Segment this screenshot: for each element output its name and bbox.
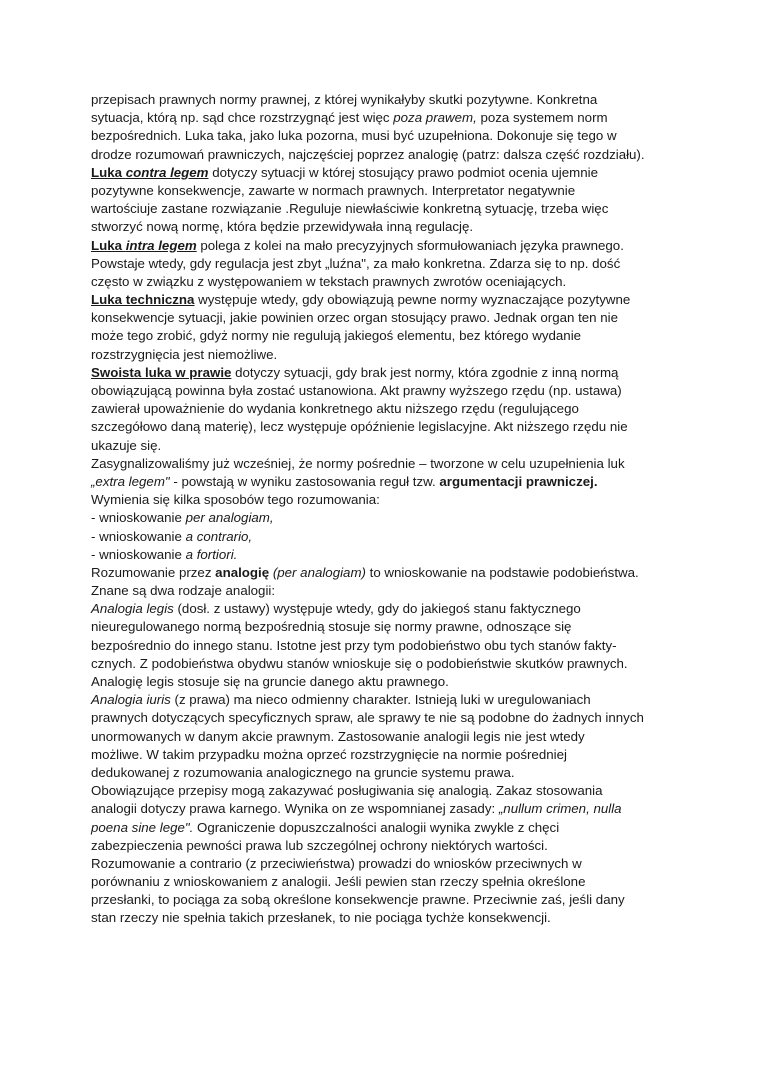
text-run: (per analogiam)	[272, 564, 366, 580]
text-line	[91, 127, 671, 145]
text-run: „nullum crimen, nulla	[498, 801, 622, 817]
text-run: Wymienia się kilka sposobów tego rozumowania:	[91, 492, 380, 508]
text-run: Luka	[91, 237, 126, 253]
text-run: Znane są dwa rodzaje analogii:	[91, 583, 276, 599]
text-run: może tego zrobić, gdyż normy nie regulują jakiegoś elementu, bez którego wydanie	[91, 328, 582, 344]
text-line	[91, 764, 671, 782]
text-run: argumentacji prawniczej.	[439, 473, 598, 489]
text-line	[91, 728, 671, 746]
text-run: unormowanych w danym akcie prawnym. Zastosowanie analogii legis nie jest wtedy	[91, 728, 585, 744]
text-line	[91, 382, 671, 400]
text-run: prawnych dotyczących specyficznych spraw, ale sprawy te nie są podobne do żadnych innych	[91, 710, 644, 726]
text-line	[91, 691, 671, 709]
text-line	[91, 564, 671, 582]
text-run: Analogia legis	[91, 601, 174, 617]
text-run: przepisach prawnych normy prawnej, z której wynikałyby skutki pozytywne. Konkretna	[91, 92, 598, 107]
text-run: Analogię legis stosuje się na gruncie danego aktu prawnego.	[91, 674, 449, 689]
text-run: sytuacja, którą np. sąd chce rozstrzygnąć jest więc	[91, 110, 394, 126]
text-line	[91, 582, 671, 600]
text-line	[91, 837, 671, 855]
text-line	[91, 873, 671, 891]
text-line	[91, 782, 671, 800]
text-line	[91, 237, 671, 255]
text-line	[91, 455, 671, 473]
text-run: nieuregulowanego normą bezpośrednią stosuje się normy prawne, odnoszące się	[91, 619, 572, 635]
text-run: dedukowanej z rozumowania analogicznego na gruncie systemu prawa.	[91, 764, 515, 780]
text-line	[91, 855, 671, 873]
text-run: bezpośrednich. Luka taka, jako luka pozorna, musi być uzupełniona. Dokonuje się tego w	[91, 128, 617, 144]
text-run: per analogiam,	[185, 510, 274, 526]
text-line	[91, 600, 671, 618]
text-line	[91, 346, 671, 364]
document-page	[91, 91, 671, 928]
text-run: - wnioskowanie	[91, 546, 186, 562]
text-run: występuje wtedy, gdy obowiązują pewne normy wyznaczające pozytywne	[194, 292, 631, 308]
text-line	[91, 673, 671, 691]
text-run: to wnioskowanie na podstawie podobieństwa.	[365, 564, 639, 580]
text-run: pozytywne konsekwencje, zawarte w normach prawnych. Interpretator negatywnie	[91, 182, 576, 198]
text-line	[91, 218, 671, 236]
text-run: (z prawa) ma nieco odmienny charakter. Istnieją luki w uregulowaniach	[170, 692, 591, 708]
text-run: - wnioskowanie	[91, 510, 186, 526]
text-run: poza systemem norm	[476, 110, 608, 126]
text-line	[91, 400, 671, 418]
text-run: konsekwencje sytuacji, jakie powinien orzec organ stosujący prawo. Jednak organ ten nie	[91, 310, 618, 326]
text-run: szczegółowo daną materię), lecz występuje opóźnienie legislacyjne. Akt niższego rzędu nie	[91, 419, 628, 435]
text-line	[91, 909, 671, 927]
text-run: rozstrzygnięcia jest niemożliwe.	[91, 346, 278, 362]
text-run: cznych. Z podobieństwa obydwu stanów wnioskuje się o podobieństwie skutków prawnych.	[91, 655, 628, 671]
text-run: dotyczy sytuacji w której stosujący prawo podmiot ocenia ujemnie	[208, 164, 598, 180]
text-run: przesłanki, to pociąga za sobą określone konsekwencje prawne. Przeciwnie zaś, jeśli dany	[91, 892, 625, 908]
text-line	[91, 637, 671, 655]
text-line	[91, 182, 671, 200]
text-line	[91, 891, 671, 909]
text-run: Luka techniczna	[91, 292, 195, 308]
text-line	[91, 364, 671, 382]
text-run: obowiązującą powinna była zostać ustanowiona. Akt prawny wyższego rzędu (np. ustawa)	[91, 383, 622, 398]
text-line	[91, 164, 671, 182]
text-line	[91, 309, 671, 327]
text-line	[91, 146, 671, 164]
text-run: stan rzeczy nie spełnia takich przesłanek, to nie pociąga tychże konsekwencji.	[91, 910, 551, 926]
text-run: Rozumowanie przez	[91, 564, 216, 580]
text-run: (dosł. z ustawy) występuje wtedy, gdy do jakiegoś stanu faktycznego	[173, 601, 581, 617]
text-run: możliwe. W takim przypadku można oprzeć rozstrzygnięcie na normie pośredniej	[91, 746, 567, 762]
text-line	[91, 618, 671, 636]
text-line	[91, 291, 671, 309]
text-run: często w związku z występowaniem w tekstach prawnych zwrotów oceniających.	[91, 273, 567, 289]
text-run: Swoista luka w prawie	[91, 364, 232, 380]
text-run: Rozumowanie a contrario (z przeciwieństwa) prowadzi do wniosków przeciwnych w	[91, 855, 582, 871]
text-line	[91, 800, 671, 818]
text-run: - wnioskowanie	[91, 528, 186, 544]
text-run: stworzyć nową normę, która będzie przewidywała inną regulację.	[91, 219, 474, 235]
text-run: Zasygnalizowaliśmy już wcześniej, że normy pośrednie – tworzone w celu uzupełnienia luk	[91, 455, 625, 471]
text-line	[91, 109, 671, 127]
text-line	[91, 528, 671, 546]
text-line	[91, 327, 671, 345]
text-line	[91, 437, 671, 455]
text-line	[91, 655, 671, 673]
text-line	[91, 255, 671, 273]
text-line	[91, 473, 671, 491]
text-run: analogię	[215, 564, 270, 580]
text-run: Powstaje wtedy, gdy regulacja jest zbyt „luźna", za mało konkretna. Zdarza się to np. dość	[91, 255, 621, 271]
text-line	[91, 491, 671, 509]
text-run: a contrario,	[185, 528, 253, 544]
text-run: a fortiori.	[185, 546, 238, 562]
text-run: contra legem	[125, 164, 209, 180]
text-run: zawierał upoważnienie do wydania konkretnego aktu niższego rzędu (regulującego	[91, 401, 579, 417]
text-run: ukazuje się.	[91, 437, 162, 453]
text-line	[91, 91, 671, 109]
text-run: intra legem	[125, 237, 197, 253]
text-line	[91, 546, 671, 564]
text-line	[91, 200, 671, 218]
text-run: dotyczy sytuacji, gdy brak jest normy, która zgodnie z inną normą	[231, 364, 619, 380]
text-run: zabezpieczenia pewności prawa lub szczególnej ochrony niektórych wartości.	[91, 837, 548, 853]
text-line	[91, 746, 671, 764]
text-run: wartościuje zastane rozwiązanie .Reguluje niewłaściwie konkretną sytuację, trzeba więc	[91, 201, 609, 217]
text-run: poza prawem,	[393, 110, 477, 126]
text-run: analogii dotyczy prawa karnego. Wynika on ze wspomnianej zasady:	[91, 801, 499, 817]
text-run: polega z kolei na mało precyzyjnych sformułowaniach języka prawnego.	[196, 237, 624, 253]
text-run: - powstają w wyniku zastosowania reguł tzw.	[169, 473, 440, 489]
text-run: Analogia iuris	[91, 692, 171, 708]
text-line	[91, 273, 671, 291]
text-run: bezpośrednio do innego stanu. Istotne jest przy tym podobieństwo obu tych stanów fakty-	[91, 637, 617, 653]
text-line	[91, 418, 671, 436]
text-line	[91, 509, 671, 527]
text-run: Luka	[91, 164, 126, 180]
text-run: Ograniczenie dopuszczalności analogii wynika zwykle z chęci	[193, 819, 560, 835]
text-run: „extra legem"	[91, 473, 170, 489]
text-run: drodze rozumowań prawniczych, najczęściej poprzez analogię (patrz: dalsza część rozdziału).	[91, 146, 645, 162]
text-line	[91, 709, 671, 727]
text-run: porównaniu z wnioskowaniem z analogii. Jeśli pewien stan rzeczy spełnia określone	[91, 874, 586, 890]
text-run: poena sine lege".	[91, 819, 194, 835]
text-run: Obowiązujące przepisy mogą zakazywać posługiwania się analogią. Zakaz stosowania	[91, 783, 603, 799]
text-line	[91, 819, 671, 837]
